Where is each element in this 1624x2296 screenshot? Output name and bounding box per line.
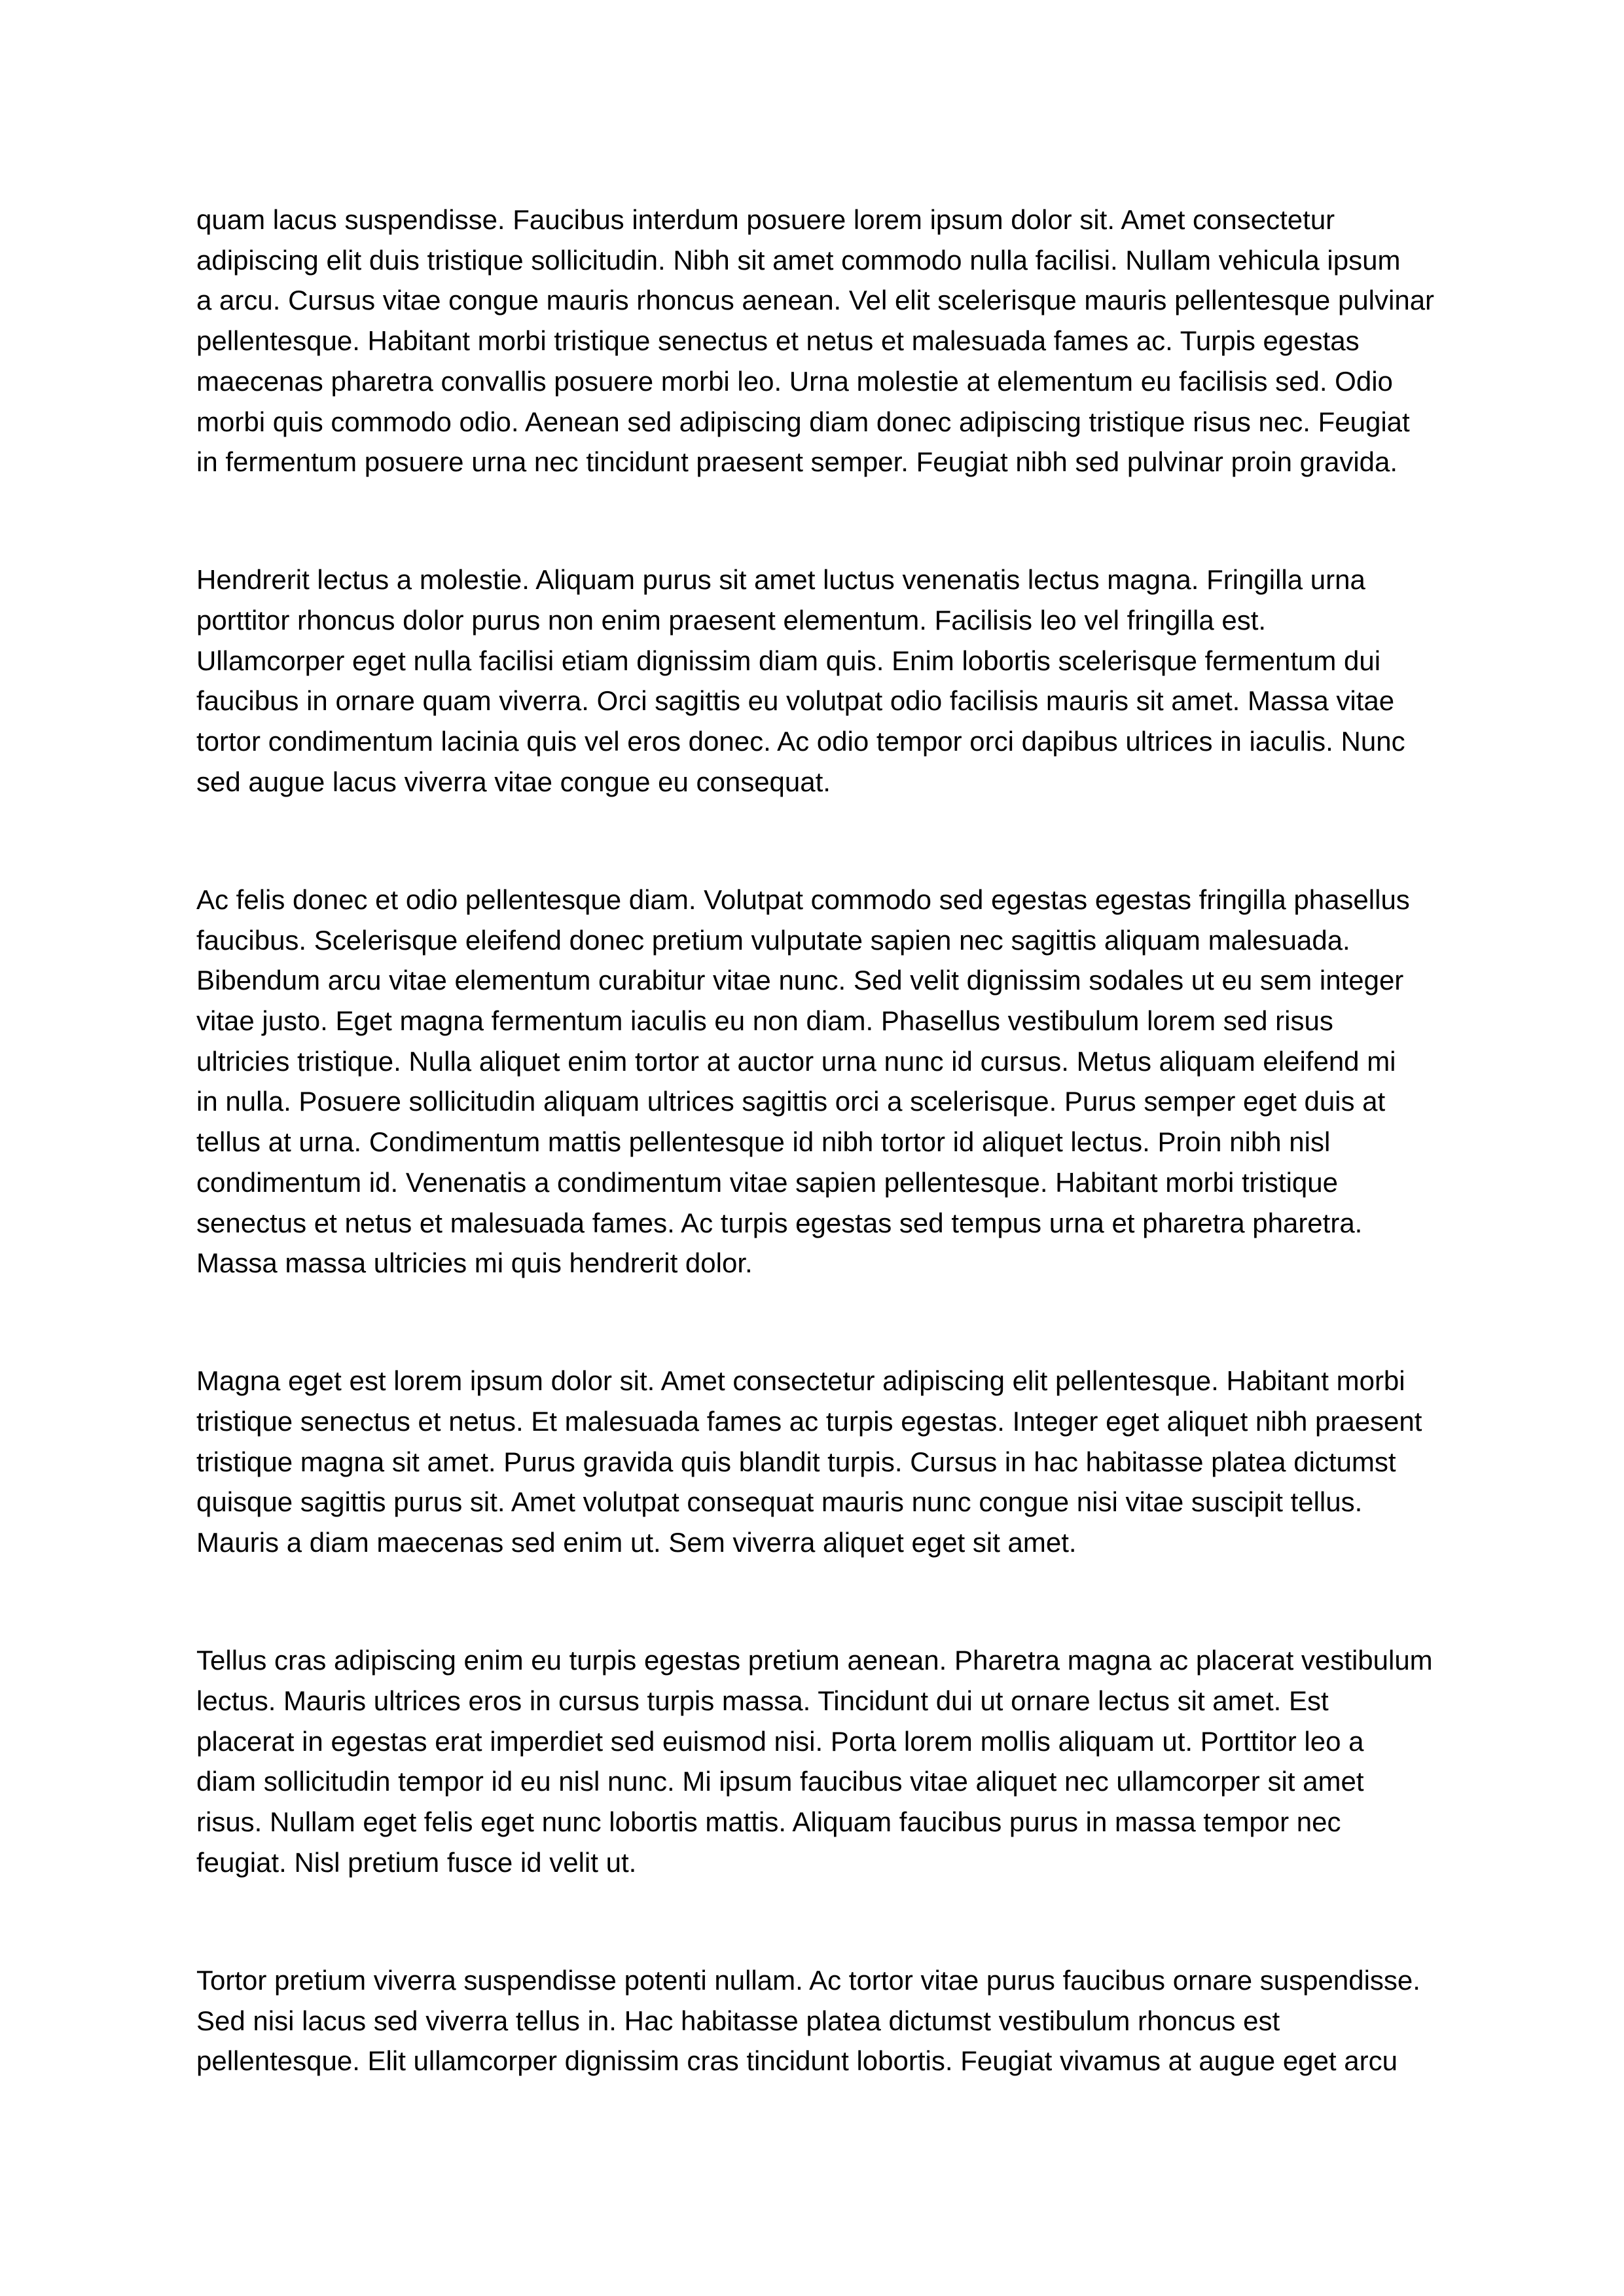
text-paragraph	[196, 560, 1430, 802]
text-line: porttitor rhoncus dolor purus non enim praesent elementum. Facilisis leo vel fringilla est.	[196, 605, 1267, 636]
text-line: tortor condimentum lacinia quis vel eros donec. Ac odio tempor orci dapibus ultrices in iaculis. Nunc	[196, 726, 1405, 757]
text-line: tristique magna sit amet. Purus gravida quis blandit turpis. Cursus in hac habitasse platea dictumst	[196, 1446, 1396, 1477]
text-line: quam lacus suspendisse. Faucibus interdum posuere lorem ipsum dolor sit. Amet consectetur	[196, 204, 1335, 235]
text-line: Sed nisi lacus sed viverra tellus in. Hac habitasse platea dictumst vestibulum rhoncus est	[196, 2005, 1280, 2036]
text-line: faucibus. Scelerisque eleifend donec pretium vulputate sapien nec sagittis aliquam malesuada.	[196, 924, 1350, 956]
text-line: in fermentum posuere urna nec tincidunt praesent semper. Feugiat nibh sed pulvinar proin gravida.	[196, 446, 1398, 478]
text-line: a arcu. Cursus vitae congue mauris rhoncus aenean. Vel elit scelerisque mauris pellentesque pulvinar	[196, 285, 1435, 316]
text-line: sed augue lacus viverra vitae congue eu consequat.	[196, 766, 831, 797]
text-line: placerat in egestas erat imperdiet sed euismod nisi. Porta lorem mollis aliquam ut. Porttitor leo a	[196, 1725, 1364, 1757]
text-paragraph	[196, 1361, 1430, 1563]
text-paragraph	[196, 880, 1430, 1283]
text-line: Massa massa ultricies mi quis hendrerit dolor.	[196, 1247, 753, 1279]
text-line: Tortor pretium viverra suspendisse potenti nullam. Ac tortor vitae purus faucibus ornare suspendisse.	[196, 1964, 1420, 1996]
text-line: tellus at urna. Condimentum mattis pellentesque id nibh tortor id aliquet lectus. Proin nibh nisl	[196, 1126, 1331, 1158]
text-line: diam sollicitudin tempor id eu nisl nunc. Mi ipsum faucibus vitae aliquet nec ullamcorper sit amet	[196, 1766, 1364, 1797]
text-line: Magna eget est lorem ipsum dolor sit. Amet consectetur adipiscing elit pellentesque. Habitant morbi	[196, 1365, 1405, 1397]
text-line: Ullamcorper eget nulla facilisi etiam dignissim diam quis. Enim lobortis scelerisque fermentum dui	[196, 645, 1381, 676]
text-line: Bibendum arcu vitae elementum curabitur vitae nunc. Sed velit dignissim sodales ut eu sem integer	[196, 965, 1404, 996]
text-line: in nulla. Posuere sollicitudin aliquam ultrices sagittis orci a scelerisque. Purus semper eget duis at	[196, 1086, 1386, 1117]
document-content	[196, 200, 1435, 2081]
text-line: condimentum id. Venenatis a condimentum vitae sapien pellentesque. Habitant morbi tristique	[196, 1166, 1339, 1198]
text-line: tristique senectus et netus. Et malesuada fames ac turpis egestas. Integer eget aliquet nibh praesent	[196, 1406, 1422, 1437]
text-line: feugiat. Nisl pretium fusce id velit ut.	[196, 1846, 637, 1878]
text-line: Tellus cras adipiscing enim eu turpis egestas pretium aenean. Pharetra magna ac placerat vestibulum	[196, 1645, 1433, 1676]
text-line: faucibus in ornare quam viverra. Orci sagittis eu volutpat odio facilisis mauris sit amet. Massa vitae	[196, 685, 1395, 717]
text-paragraph	[196, 1960, 1430, 2081]
text-line: risus. Nullam eget felis eget nunc lobortis mattis. Aliquam faucibus purus in massa tempor nec	[196, 1806, 1341, 1838]
text-line: Mauris a diam maecenas sed enim ut. Sem viverra aliquet eget sit amet.	[196, 1527, 1077, 1558]
text-line: morbi quis commodo odio. Aenean sed adipiscing diam donec adipiscing tristique risus nec. Feugiat	[196, 406, 1410, 437]
text-line: ultricies tristique. Nulla aliquet enim tortor at auctor urna nunc id cursus. Metus aliquam eleifend mi	[196, 1045, 1396, 1077]
text-line: lectus. Mauris ultrices eros in cursus turpis massa. Tincidunt dui ut ornare lectus sit amet. Est	[196, 1685, 1329, 1716]
text-paragraph	[196, 200, 1435, 482]
text-line: Hendrerit lectus a molestie. Aliquam purus sit amet luctus venenatis lectus magna. Fringilla urna	[196, 564, 1365, 596]
text-line: vitae justo. Eget magna fermentum iaculis eu non diam. Phasellus vestibulum lorem sed risus	[196, 1005, 1333, 1037]
text-line: Ac felis donec et odio pellentesque diam. Volutpat commodo sed egestas egestas fringilla phasellus	[196, 884, 1410, 915]
text-line: pellentesque. Elit ullamcorper dignissim cras tincidunt lobortis. Feugiat vivamus at augue eget arcu	[196, 2045, 1398, 2077]
text-line: pellentesque. Habitant morbi tristique senectus et netus et malesuada fames ac. Turpis egestas	[196, 325, 1360, 357]
text-paragraph	[196, 1640, 1433, 1882]
text-line: senectus et netus et malesuada fames. Ac turpis egestas sed tempus urna et pharetra pharetra.	[196, 1207, 1363, 1238]
text-line: maecenas pharetra convallis posuere morbi leo. Urna molestie at elementum eu facilisis sed. Odio	[196, 365, 1393, 397]
text-line: adipiscing elit duis tristique sollicitudin. Nibh sit amet commodo nulla facilisi. Nullam vehicula ipsum	[196, 244, 1401, 276]
text-line: quisque sagittis purus sit. Amet volutpat consequat mauris nunc congue nisi vitae suscipit tellus.	[196, 1486, 1363, 1518]
